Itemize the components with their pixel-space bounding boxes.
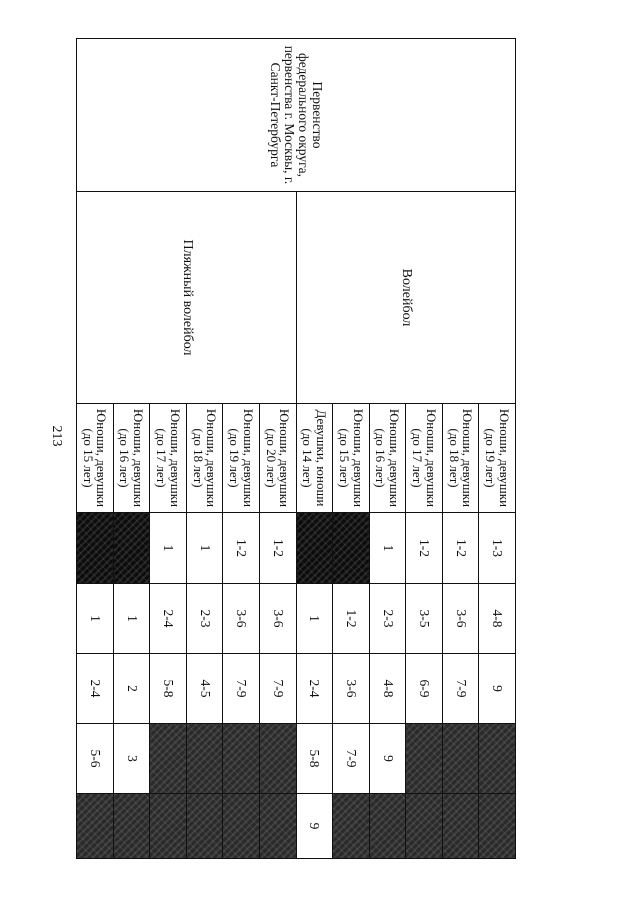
place-range-cell: 1-2 [442, 513, 479, 584]
table-body [77, 39, 516, 859]
shaded-empty-cell [296, 513, 333, 584]
age-group-cell: Юноши, девушки (до 19 лет) [479, 404, 516, 513]
age-group-cell: Юноши, девушки (до 18 лет) [442, 404, 479, 513]
age-group-cell: Юноши, девушки (до 16 лет) [369, 404, 406, 513]
place-range-cell: 3-6 [333, 654, 370, 724]
place-range-cell: 9 [369, 724, 406, 794]
place-range-cell: 2-4 [150, 584, 187, 654]
shaded-empty-cell [223, 724, 260, 794]
shaded-empty-cell [259, 724, 296, 794]
place-range-cell: 5-6 [77, 724, 114, 794]
place-range-cell: 4-8 [369, 654, 406, 724]
event-name-cell: Первенство федерального округа, первенства г. Москвы, г. Санкт-Петербурга [77, 39, 516, 192]
place-range-cell: 7-9 [442, 654, 479, 724]
place-range-cell: 2-3 [369, 584, 406, 654]
age-group-cell: Юноши, девушки (до 17 лет) [406, 404, 443, 513]
shaded-empty-cell [442, 724, 479, 794]
shaded-empty-cell [333, 794, 370, 859]
place-range-cell: 1 [113, 584, 150, 654]
place-range-cell: 1 [369, 513, 406, 584]
place-range-cell: 7-9 [333, 724, 370, 794]
age-group-cell: Юноши, девушки (до 20 лет) [259, 404, 296, 513]
shaded-empty-cell [113, 794, 150, 859]
place-range-cell: 3-6 [442, 584, 479, 654]
rotated-table-frame [76, 38, 516, 858]
shaded-empty-cell [186, 724, 223, 794]
shaded-empty-cell [150, 724, 187, 794]
age-group-cell: Юноши, девушки (до 17 лет) [150, 404, 187, 513]
place-range-cell: 1 [150, 513, 187, 584]
results-table [76, 38, 516, 859]
age-group-cell: Девушки, юноши (до 14 лет) [296, 404, 333, 513]
shaded-empty-cell [479, 724, 516, 794]
place-range-cell: 1-2 [259, 513, 296, 584]
place-range-cell: 1-3 [479, 513, 516, 584]
place-range-cell: 4-8 [479, 584, 516, 654]
shaded-empty-cell [333, 513, 370, 584]
place-range-cell: 2 [113, 654, 150, 724]
age-group-cell: Юноши, девушки (до 15 лет) [333, 404, 370, 513]
sport-name-cell: Пляжный волейбол [77, 192, 297, 404]
shaded-empty-cell [150, 794, 187, 859]
place-range-cell: 6-9 [406, 654, 443, 724]
rotated-table-content [76, 38, 516, 858]
place-range-cell: 1-2 [406, 513, 443, 584]
age-group-cell: Юноши, девушки (до 18 лет) [186, 404, 223, 513]
place-range-cell: 1 [296, 584, 333, 654]
shaded-empty-cell [223, 794, 260, 859]
place-range-cell: 3-6 [223, 584, 260, 654]
page-number: 213 [49, 425, 64, 447]
place-range-cell: 9 [296, 794, 333, 859]
shaded-empty-cell [406, 794, 443, 859]
place-range-cell: 1-2 [333, 584, 370, 654]
shaded-empty-cell [259, 794, 296, 859]
age-group-cell: Юноши, девушки (до 19 лет) [223, 404, 260, 513]
age-group-cell: Юноши, девушки (до 15 лет) [77, 404, 114, 513]
place-range-cell: 5-8 [296, 724, 333, 794]
place-range-cell: 3-5 [406, 584, 443, 654]
shaded-empty-cell [479, 794, 516, 859]
shaded-empty-cell [442, 794, 479, 859]
place-range-cell: 9 [479, 654, 516, 724]
place-range-cell: 4-5 [186, 654, 223, 724]
place-range-cell: 2-4 [77, 654, 114, 724]
place-range-cell: 1 [77, 584, 114, 654]
place-range-cell: 3-6 [259, 584, 296, 654]
place-range-cell: 5-8 [150, 654, 187, 724]
shaded-empty-cell [113, 513, 150, 584]
shaded-empty-cell [186, 794, 223, 859]
shaded-empty-cell [77, 513, 114, 584]
age-group-cell: Юноши, девушки (до 16 лет) [113, 404, 150, 513]
place-range-cell: 1 [186, 513, 223, 584]
shaded-empty-cell [406, 724, 443, 794]
shaded-empty-cell [369, 794, 406, 859]
table-row [479, 39, 516, 859]
place-range-cell: 3 [113, 724, 150, 794]
place-range-cell: 7-9 [223, 654, 260, 724]
place-range-cell: 1-2 [223, 513, 260, 584]
place-range-cell: 2-3 [186, 584, 223, 654]
place-range-cell: 2-4 [296, 654, 333, 724]
place-range-cell: 7-9 [259, 654, 296, 724]
sport-name-cell: Волейбол [296, 192, 515, 404]
shaded-empty-cell [77, 794, 114, 859]
